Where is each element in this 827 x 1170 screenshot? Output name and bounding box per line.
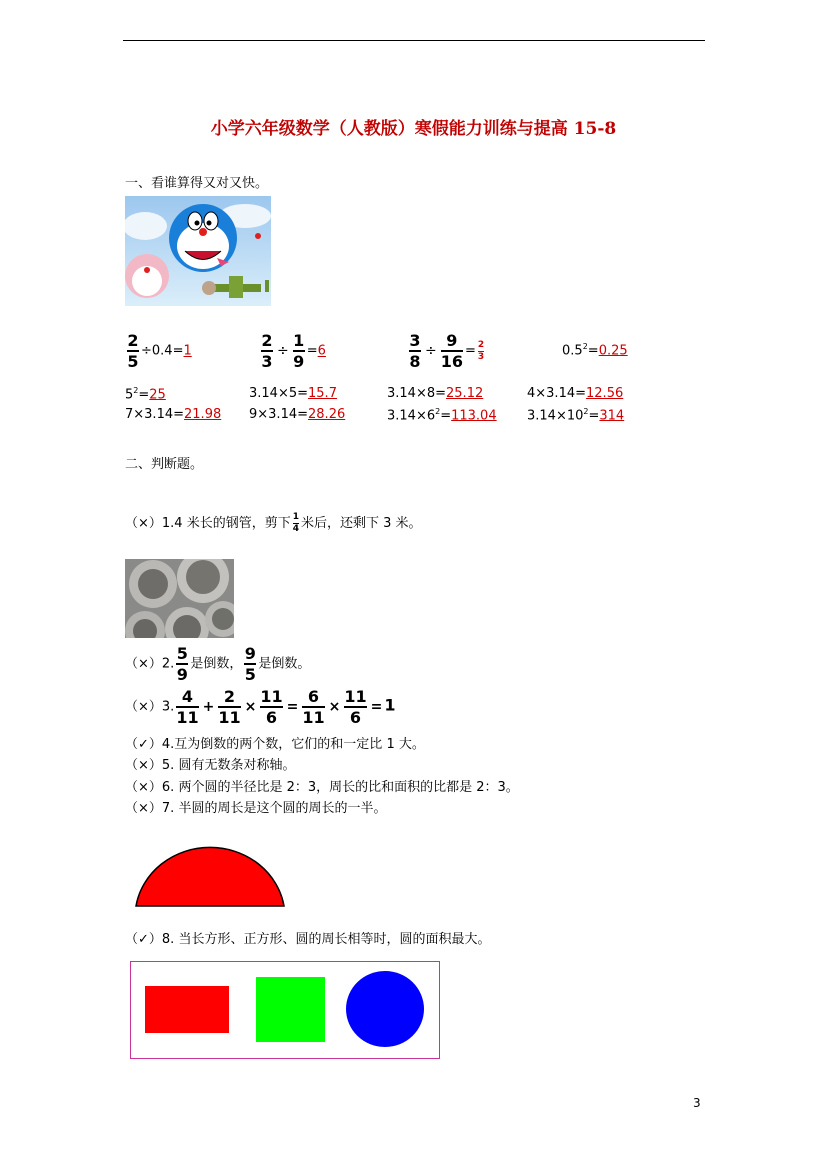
denominator: 4 <box>292 524 299 534</box>
numerator: 5 <box>176 644 188 663</box>
expression: 3.14×5= <box>249 386 309 401</box>
judge-mark: （×） <box>125 801 162 816</box>
section-1-heading: 一、看谁算得又对又快。 <box>125 176 269 191</box>
numerator: 4 <box>181 687 194 706</box>
judge-item-4 <box>125 733 425 752</box>
page-number: 3 <box>693 1096 701 1110</box>
exponent: 2 <box>583 407 589 416</box>
calc-item-8 <box>527 386 623 401</box>
doraemon-image <box>125 196 271 306</box>
section-2-heading: 二、判断题。 <box>125 457 204 472</box>
judge-item-7 <box>125 797 386 816</box>
answer: 12.56 <box>586 386 624 401</box>
denominator: 11 <box>176 708 199 727</box>
operator: × <box>328 698 341 715</box>
answer-fraction <box>478 341 484 362</box>
judge-mark: （×） <box>125 780 162 795</box>
numerator: 1 <box>293 331 305 350</box>
judge-mark: （×） <box>125 699 162 715</box>
numerator: 11 <box>344 687 367 706</box>
numerator: 1 <box>292 512 299 522</box>
answer: 25 <box>149 387 166 403</box>
calc-item-6 <box>249 386 337 401</box>
calc-item-10 <box>249 407 345 422</box>
fraction <box>260 688 282 726</box>
expression: 3.14×6 <box>387 408 436 424</box>
semicircle-figure <box>132 832 290 912</box>
answer: 25.12 <box>446 386 484 401</box>
operator: = <box>286 698 299 715</box>
square-shape <box>256 977 325 1042</box>
judge-mark: （×） <box>125 656 162 672</box>
judge-mark: （×） <box>125 758 162 773</box>
answer: 28.26 <box>308 407 346 422</box>
steel-pipes-image <box>125 559 234 638</box>
answer: 314 <box>599 408 625 424</box>
judge-item-2 <box>125 645 310 683</box>
calc-item-3 <box>407 332 486 370</box>
numerator: 3 <box>409 331 421 350</box>
equals: = <box>588 408 600 424</box>
expression: 9×3.14= <box>249 407 309 422</box>
header-rule <box>123 40 705 41</box>
exponent: 2 <box>582 342 588 351</box>
judge-item-3 <box>125 688 395 726</box>
answer: 113.04 <box>451 408 497 424</box>
numerator: 2 <box>127 331 139 350</box>
calc-item-11 <box>387 407 497 423</box>
numerator: 2 <box>477 339 485 350</box>
fraction <box>293 513 299 534</box>
question-text: 7. 半圆的周长是这个圆的周长的一半。 <box>161 801 387 816</box>
calc-item-7 <box>387 386 483 401</box>
result: 1 <box>384 695 396 715</box>
semicircle-shape <box>136 847 284 906</box>
denominator: 11 <box>218 708 241 727</box>
question-text: 6. 两个圆的半径比是 2：3，周长的比和面积的比都是 2：3。 <box>161 780 519 795</box>
rectangle-shape <box>145 986 229 1033</box>
denominator: 11 <box>302 708 325 727</box>
fraction <box>302 688 324 726</box>
calc-item-2 <box>259 332 326 370</box>
calc-item-9 <box>125 407 221 422</box>
numerator: 9 <box>244 644 256 663</box>
denominator: 9 <box>176 665 188 684</box>
expression: 0.5 <box>562 343 583 359</box>
operator: ÷ <box>277 342 289 359</box>
calc-item-5 <box>125 386 166 402</box>
fraction <box>127 332 139 370</box>
circle-shape <box>346 971 424 1047</box>
calc-item-4 <box>562 342 628 358</box>
operator: × <box>244 698 257 715</box>
expression: 7×3.14= <box>125 407 185 422</box>
denominator: 9 <box>293 352 305 371</box>
numerator: 2 <box>261 331 273 350</box>
operator: = <box>370 698 383 715</box>
fraction <box>261 332 273 370</box>
answer: 21.98 <box>184 407 222 422</box>
equals: = <box>465 343 476 359</box>
judge-mark: （✓） <box>125 737 162 752</box>
question-text: 8. 当长方形、正方形、圆的周长相等时，圆的面积最大。 <box>161 932 491 947</box>
calc-item-12 <box>527 407 624 423</box>
answer: 1 <box>183 343 192 359</box>
denominator: 3 <box>477 351 485 362</box>
question-text: 5. 圆有无数条对称轴。 <box>161 758 296 773</box>
denominator: 6 <box>349 708 362 727</box>
denominator: 5 <box>244 665 256 684</box>
fraction <box>218 688 240 726</box>
numerator: 6 <box>307 687 320 706</box>
calc-item-1 <box>125 332 192 370</box>
numerator: 11 <box>260 687 283 706</box>
fraction <box>441 332 463 370</box>
fraction <box>176 688 198 726</box>
expression: 3.14×8= <box>387 386 447 401</box>
question-text: 米后，还剩下 3 米。 <box>300 516 422 531</box>
numerator: 9 <box>446 331 458 350</box>
expression: 3.14×10 <box>527 408 584 424</box>
exponent: 2 <box>435 407 441 416</box>
denominator: 16 <box>440 352 463 371</box>
operator: ÷0.4= <box>141 343 184 359</box>
fraction <box>409 332 421 370</box>
denominator: 6 <box>265 708 278 727</box>
question-text: 2. <box>161 656 175 672</box>
fraction <box>293 332 305 370</box>
question-text: 3. <box>161 699 175 715</box>
shapes-figure <box>130 961 441 1060</box>
fraction <box>244 645 256 683</box>
judge-item-1 <box>125 512 422 534</box>
question-text: 是倒数， <box>190 656 243 672</box>
judge-item-6 <box>125 776 519 795</box>
answer: 0.25 <box>598 343 628 359</box>
fraction <box>344 688 366 726</box>
operator: + <box>202 698 215 715</box>
exponent: 2 <box>133 386 139 395</box>
judge-mark: （✓） <box>125 932 162 947</box>
fraction <box>176 645 188 683</box>
page-title: 小学六年级数学（人教版）寒假能力训练与提高 15-8 <box>210 119 617 139</box>
denominator: 3 <box>261 352 273 371</box>
question-text: 4.互为倒数的两个数，它们的和一定比 1 大。 <box>161 737 425 752</box>
expression: 4×3.14= <box>527 386 587 401</box>
judge-item-8 <box>125 928 490 947</box>
equals: = <box>587 343 599 359</box>
judge-item-5 <box>125 754 295 773</box>
answer: 15.7 <box>308 386 337 401</box>
question-text: 1.4 米长的钢管，剪下 <box>161 516 291 531</box>
judge-mark: （×） <box>125 516 162 531</box>
equals: = <box>306 343 318 359</box>
answer: 6 <box>317 343 326 359</box>
expression: 5 <box>125 387 134 403</box>
equals: = <box>440 408 452 424</box>
operator: ÷ <box>425 342 437 359</box>
denominator: 8 <box>409 352 421 371</box>
equals: = <box>138 387 150 403</box>
question-text: 是倒数。 <box>258 656 311 672</box>
numerator: 2 <box>223 687 236 706</box>
denominator: 5 <box>127 352 139 371</box>
